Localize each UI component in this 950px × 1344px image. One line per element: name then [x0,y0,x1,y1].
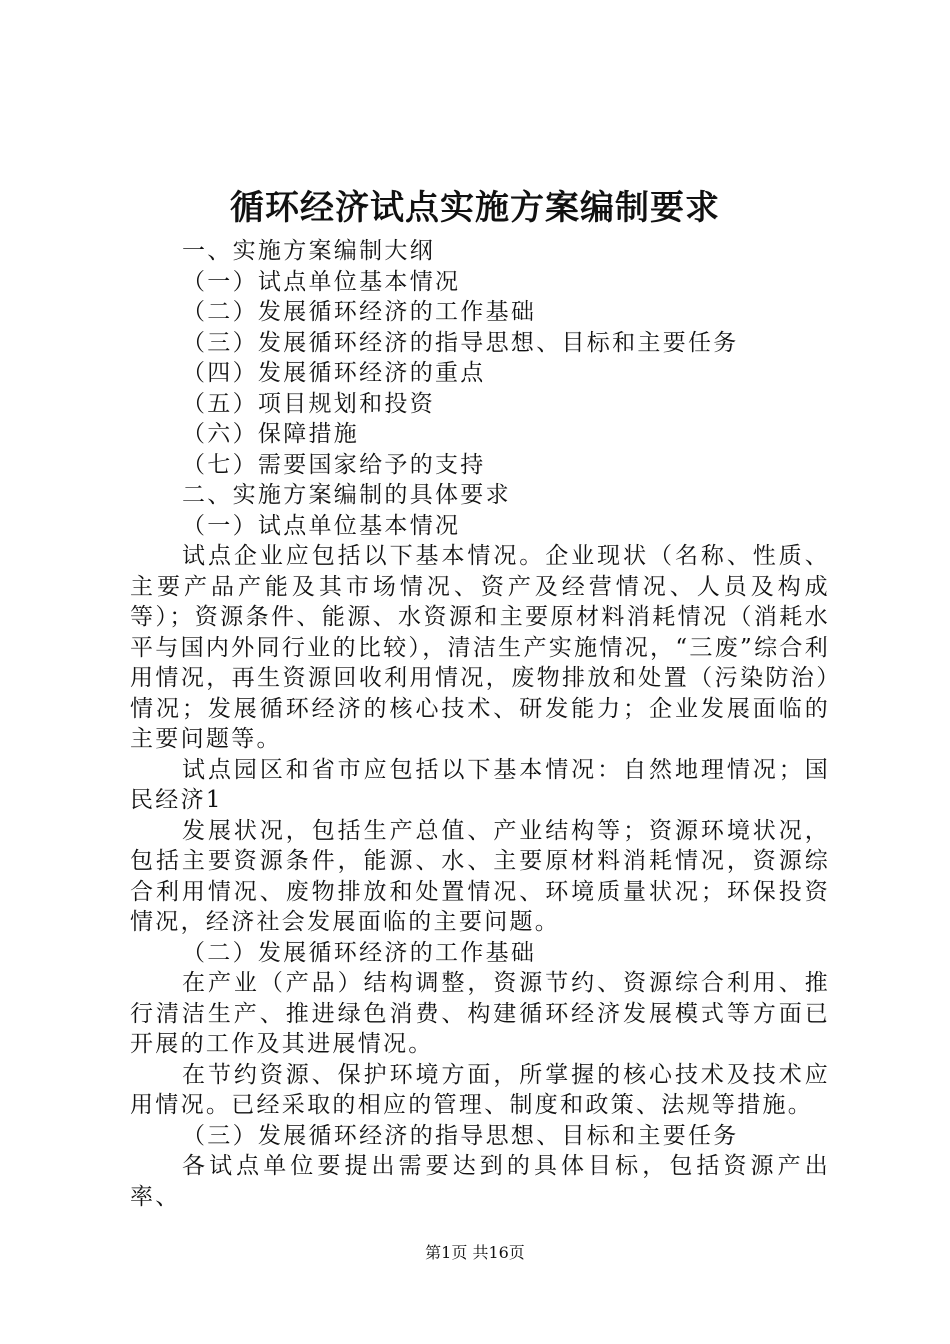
outline-item: （一）试点单位基本情况 [182,268,461,295]
body-paragraph: 各试点单位要提出需要达到的具体目标，包括资源产出率、 [130,1153,830,1210]
body-paragraph: 试点企业应包括以下基本情况。企业现状（名称、性质、主要产品产能及其市场情况、资产及经营情况、人员及构成等）；资源条件、能源、水资源和主要原材料消耗情况（消耗水平与国内外同行业的比较），清洁生产实施情况，“三废”综合利用情况，再生资源回收利用情况，废物排放和处置（污染防治）情况；发展循环经济的核心技术、研发能力；企业发展面临的主要问题等。 [130,543,830,752]
outline-item: （二）发展循环经济的工作基础 [182,299,537,325]
body-paragraph: 试点园区和省市应包括以下基本情况：自然地理情况；国民经济1 [130,756,830,813]
outline-item: （六）保障措施 [182,421,360,447]
outline-item: （五）项目规划和投资 [182,390,435,417]
subsection-heading: （二）发展循环经济的工作基础 [182,939,537,966]
document-body [130,236,830,1212]
subsection-heading: （一）试点单位基本情况 [182,512,461,539]
page-footer: 第1页 共16页 [425,1243,525,1262]
outline-item: （四）发展循环经济的重点 [182,360,486,386]
body-paragraph: 在节约资源、保护环境方面，所掌握的核心技术及技术应用情况。已经采取的相应的管理、制度和政策、法规等措施。 [130,1061,830,1118]
body-paragraph: 发展状况，包括生产总值、产业结构等；资源环境状况，包括主要资源条件，能源、水、主要原材料消耗情况，资源综合利用情况、废物排放和处置情况、环境质量状况；环保投资情况，经济社会发展面临的主要问题。 [130,817,830,935]
document-title: 循环经济试点实施方案编制要求 [230,188,720,228]
outline-item: （三）发展循环经济的指导思想、目标和主要任务 [182,329,739,356]
section-heading: 一、实施方案编制大纲 [182,238,435,264]
section-heading: 二、实施方案编制的具体要求 [182,482,511,508]
subsection-heading: （三）发展循环经济的指导思想、目标和主要任务 [182,1122,739,1149]
body-paragraph: 在产业（产品）结构调整，资源节约、资源综合利用、推行清洁生产、推进绿色消费、构建循环经济发展模式等方面已开展的工作及其进展情况。 [130,970,830,1057]
outline-item: （七）需要国家给予的支持 [182,451,486,478]
